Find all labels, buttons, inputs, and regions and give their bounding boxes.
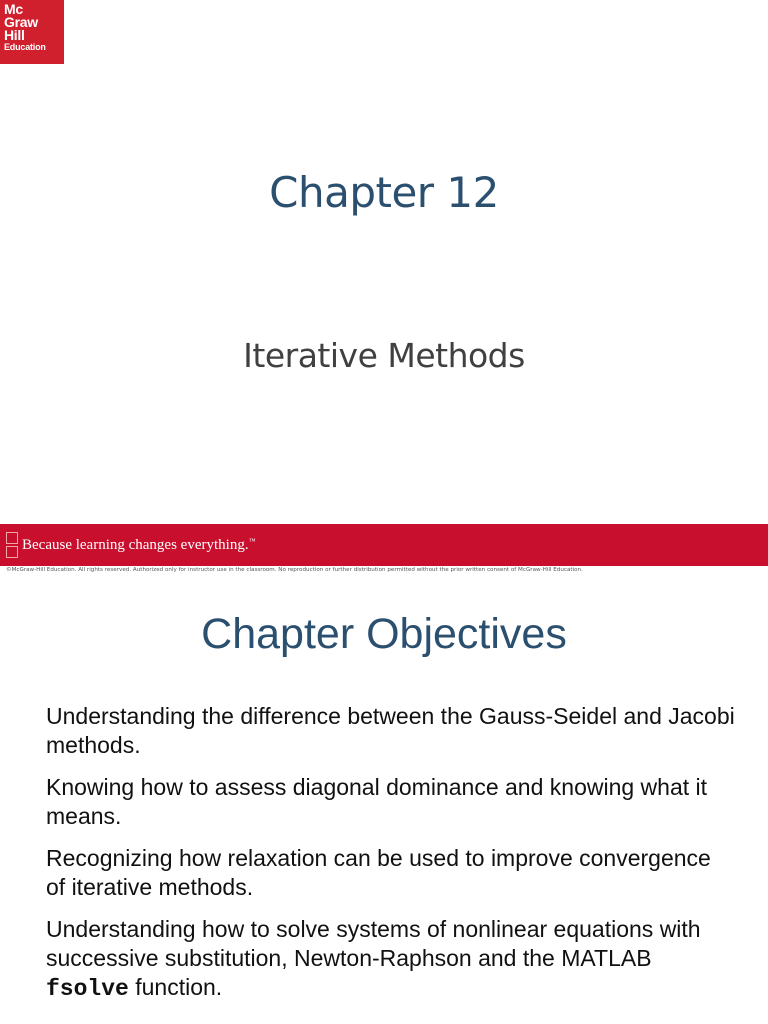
objective-item: Recognizing how relaxation can be used to improve convergence of iterative methods. — [46, 845, 711, 900]
logo-line-1: Mc — [4, 1, 23, 17]
copyright-notice: ©McGraw-Hill Education. All rights reserved. Authorized only for instructor use in the classroom. No reproduction or further distribution permitted without the prior written consent of McGraw-Hill Education. — [6, 567, 583, 573]
objective-item: Knowing how to assess diagonal dominance and knowing what it means. — [46, 774, 708, 829]
objective-item — [46, 915, 736, 1004]
logo-line-3: Hill — [4, 27, 25, 43]
footer-banner — [0, 524, 768, 566]
mcgraw-hill-education-logo — [0, 0, 64, 64]
objective-item: Understanding the difference between the Gauss-Seidel and Jacobi methods. — [46, 703, 735, 758]
objective-text-before: Understanding how to solve systems of nonlinear equations with successive substitution, Newton-Raphson and the MATLAB — [46, 916, 701, 971]
logo-line-2: Graw — [4, 14, 38, 30]
objective-text-after: function. — [128, 974, 223, 1000]
tagline-text: Because learning changes everything. — [22, 537, 249, 553]
brand-squares-icon — [6, 532, 20, 558]
objectives-slide — [0, 578, 768, 1024]
trademark-mark: ™ — [248, 537, 256, 545]
objectives-title: Chapter Objectives — [201, 610, 567, 658]
logo-line-4: Education — [4, 42, 46, 52]
code-fsolve: fsolve — [46, 976, 129, 1002]
tagline — [22, 537, 255, 554]
chapter-subtitle: Iterative Methods — [243, 336, 525, 375]
chapter-title: Chapter 12 — [269, 168, 499, 217]
objectives-list — [46, 702, 736, 1017]
